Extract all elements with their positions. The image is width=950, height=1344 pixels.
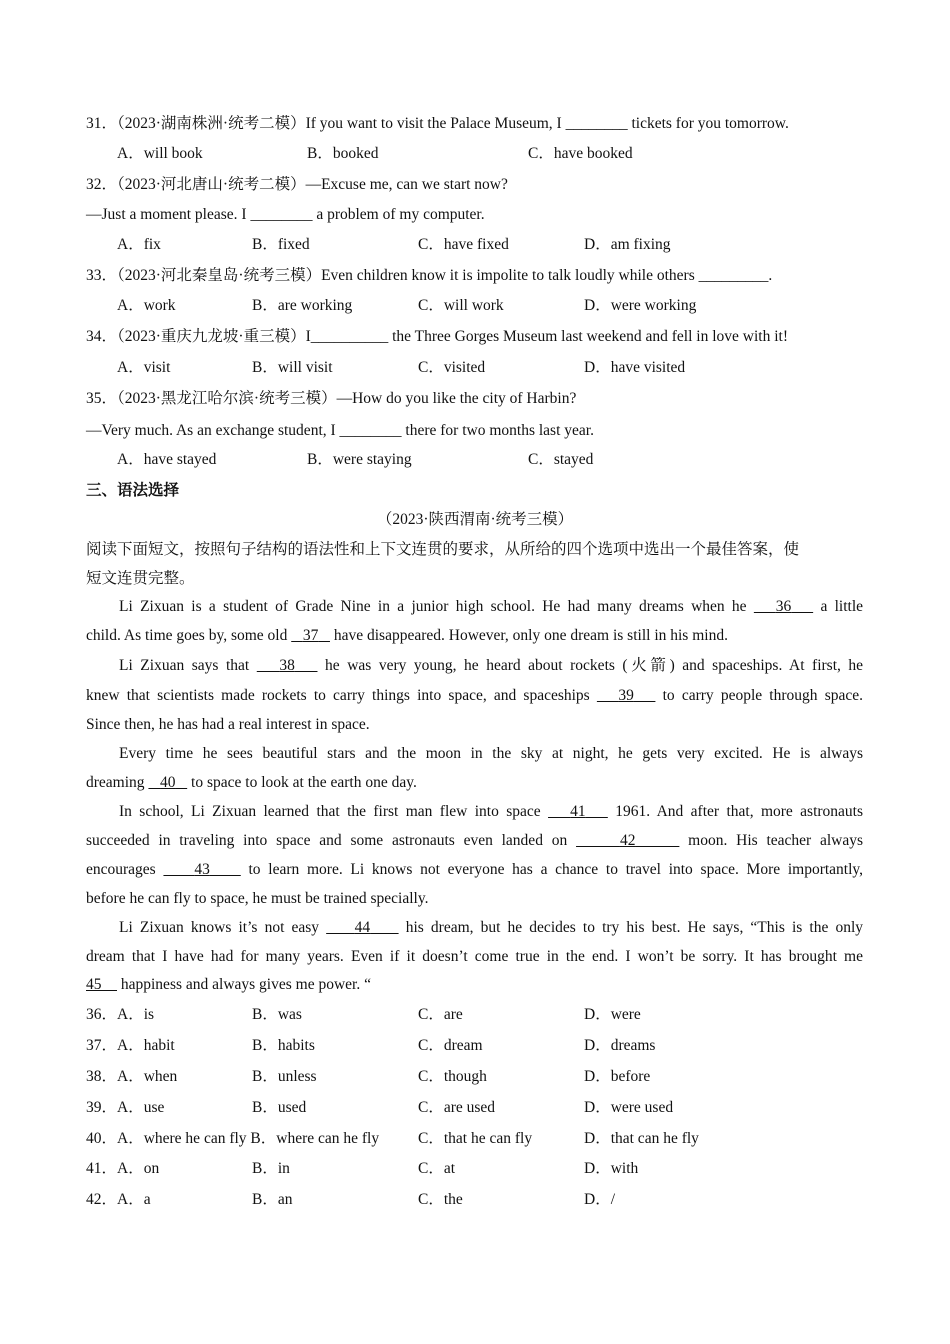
passage-line: dreaming 40 to space to look at the earth one day. — [86, 774, 417, 791]
q31-option-c: C．have booked — [528, 145, 633, 162]
q33-option-b: B．are working — [252, 297, 353, 314]
q31-option-a: A．will book — [117, 145, 203, 162]
q42-option-b: B．an — [252, 1191, 293, 1208]
q36-option-c: C．are — [418, 1006, 463, 1023]
q38-option-c: C．though — [418, 1068, 487, 1085]
q40-option-ab: 40．A．where he can fly B．where can he fly — [86, 1130, 380, 1147]
q38-option-b: B．unless — [252, 1068, 317, 1085]
q41-option-d: D．with — [584, 1160, 639, 1177]
q39-option-c: C．are used — [418, 1099, 496, 1116]
q37-option-c: C．dream — [418, 1037, 483, 1054]
q33-option-a: A．work — [117, 297, 176, 314]
blank-44: 44 — [354, 919, 371, 936]
q41-option-a: 41．A．on — [86, 1160, 160, 1177]
q41-option-b: B．in — [252, 1160, 290, 1177]
instructions-line1: 阅读下面短文，按照句子结构的语法性和上下文连贯的要求，从所给的四个选项中选出一个最佳答案，使 — [86, 541, 800, 558]
q31-option-b: B．booked — [307, 145, 379, 162]
passage-line: encourages 43 to learn more. Li knows not everyone has a chance to travel into space. More importantly, — [86, 861, 864, 878]
passage-line: Li Zixuan says that 38 he was very young, he heard about rockets (火箭) and spaceships. At first, he — [119, 657, 864, 674]
q39-option-a: 39．A．use — [86, 1099, 165, 1116]
q36-option-b: B．was — [252, 1006, 302, 1023]
q32-option-a: A．fix — [117, 236, 161, 253]
q34-option-c: C．visited — [418, 359, 486, 376]
blank-42: 42 — [619, 832, 636, 849]
blank-43: 43 — [194, 861, 210, 878]
q42-option-c: C．the — [418, 1191, 463, 1208]
q36-option-a: 36．A．is — [86, 1006, 155, 1023]
passage-line: before he can fly to space, he must be trained specially. — [86, 890, 429, 907]
q32-option-c: C．have fixed — [418, 236, 509, 253]
q35-option-b: B．were staying — [307, 451, 412, 468]
q40-option-d: D．that can he fly — [584, 1130, 699, 1147]
passage-line: 45 happiness and always gives me power. “ — [86, 976, 371, 993]
passage-line: Li Zixuan is a student of Grade Nine in a junior high school. He had many dreams when he 36 a little — [119, 598, 864, 615]
q38-option-d: D．before — [584, 1068, 651, 1085]
passage-line: Every time he sees beautiful stars and the moon in the sky at night, he gets very excited. He is always — [119, 745, 863, 762]
q32-option-d: D．am fixing — [584, 236, 671, 253]
q32-option-b: B．fixed — [252, 236, 310, 253]
passage-line: In school, Li Zixuan learned that the first man flew into space 41 1961. And after that, more astronauts — [119, 803, 864, 820]
blank-37: 37 — [302, 627, 319, 644]
section-heading: 三、语法选择 — [86, 482, 180, 499]
q37-option-d: D．dreams — [584, 1037, 656, 1054]
blank-39: 39 — [618, 687, 634, 704]
q32-stem: 32．（2023·河北唐山·统考二模）—Excuse me, can we start now? — [86, 176, 508, 193]
q39-option-d: D．were used — [584, 1099, 674, 1116]
q33-option-c: C．will work — [418, 297, 504, 314]
blank-45: 45 — [86, 976, 102, 993]
q35-option-a: A．have stayed — [117, 451, 217, 468]
q35-option-c: C．stayed — [528, 451, 594, 468]
q41-option-c: C．at — [418, 1160, 456, 1177]
q39-option-b: B．used — [252, 1099, 307, 1116]
blank-36: 36 — [775, 598, 792, 615]
q42-option-a: 42．A．a — [86, 1191, 151, 1208]
blank-38: 38 — [279, 657, 295, 674]
q35-stem: 35．（2023·黑龙江哈尔滨·统考三模）—How do you like the city of Harbin? — [86, 390, 577, 407]
passage-line: dream that I have had for many years. Even if it doesn’t come true in the end. I won’t be sorry. It has brought me — [86, 948, 863, 965]
q33-stem: 33．（2023·河北秦皇岛·统考三模）Even children know it is impolite to talk loudly while others _________. — [86, 267, 773, 284]
q37-option-b: B．habits — [252, 1037, 315, 1054]
blank-40: 40 — [160, 774, 176, 791]
q35-line2: —Very much. As an exchange student, I ________ there for two months last year. — [86, 422, 594, 439]
q37-option-a: 37．A．habit — [86, 1037, 175, 1054]
q34-stem: 34．（2023·重庆九龙坡·重三模）I__________ the Three Gorges Museum last weekend and fell in love with it! — [86, 328, 788, 345]
q40-option-c: C．that he can fly — [418, 1130, 533, 1147]
passage-line: Li Zixuan knows it’s not easy 44 his dream, but he decides to try his best. He says, “This is the only — [119, 919, 864, 936]
q38-option-a: 38．A．when — [86, 1068, 178, 1085]
q32-line2: —Just a moment please. I ________ a problem of my computer. — [86, 206, 485, 223]
instructions-line2: 短文连贯完整。 — [86, 570, 195, 587]
passage-line: child. As time goes by, some old 37 have disappeared. However, only one dream is still in his mind. — [86, 627, 728, 644]
q31-stem: 31．（2023·湖南株洲·统考二模）If you want to visit the Palace Museum, I ________ tickets for you tomorrow. — [86, 115, 789, 132]
q34-option-a: A．visit — [117, 359, 171, 376]
passage-source: （2023·陕西渭南·统考三模） — [376, 511, 574, 528]
passage-line: Since then, he has had a real interest in space. — [86, 716, 370, 733]
blank-41: 41 — [570, 803, 586, 820]
q36-option-d: D．were — [584, 1006, 641, 1023]
q42-option-d: D．/ — [584, 1191, 616, 1208]
q33-option-d: D．were working — [584, 297, 697, 314]
q34-option-b: B．will visit — [252, 359, 333, 376]
q34-option-d: D．have visited — [584, 359, 686, 376]
passage-line: knew that scientists made rockets to carry things into space, and spaceships 39 to carry people through space. — [86, 687, 863, 704]
passage-line: succeeded in traveling into space and some astronauts even landed on 42 moon. His teacher always — [86, 832, 864, 849]
